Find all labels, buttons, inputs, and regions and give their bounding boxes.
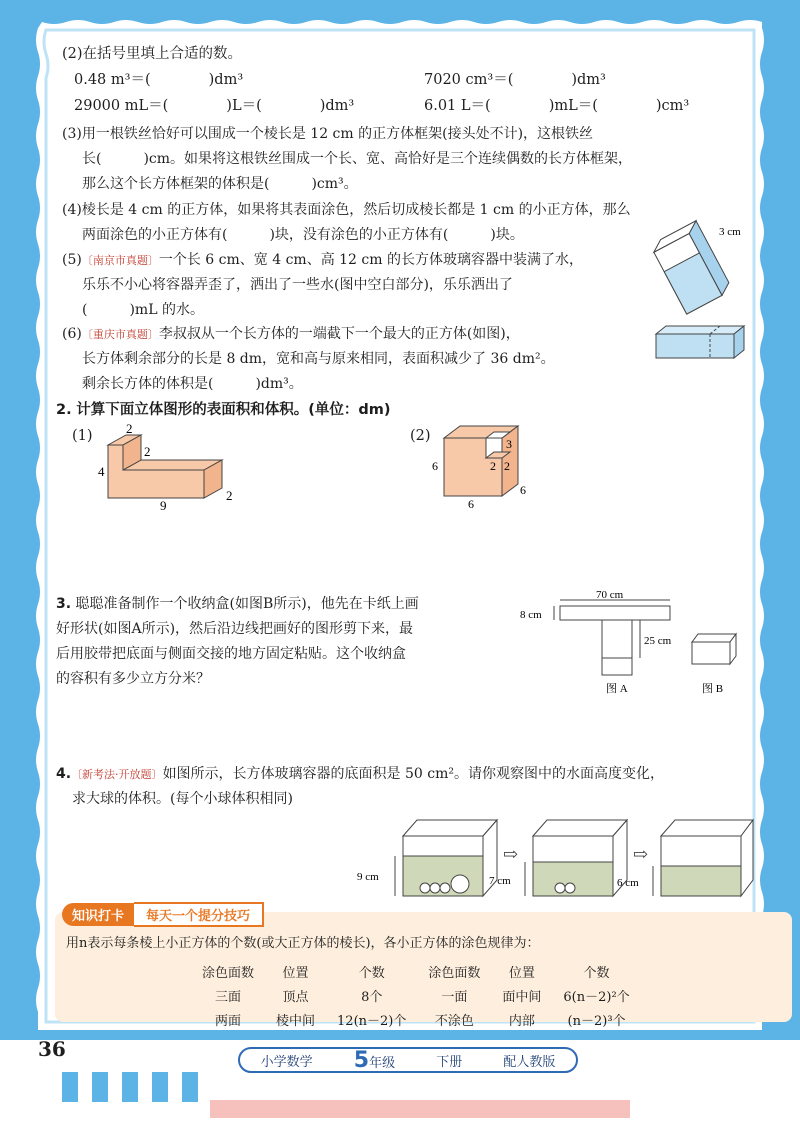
dim-depth: 2 <box>226 488 233 503</box>
unit-d: )cm³ <box>655 98 690 114</box>
q3-number: 3. <box>56 596 72 612</box>
table-cell: 顶点 <box>282 989 309 1005</box>
q1-part6-line2: 长方体剩余部分的长是 8 dm，宽和高与原来相同，表面积减少了 36 dm²。 <box>82 351 555 367</box>
q3-text1: 聪聪准备制作一个收纳盒(如图B所示)，他先在卡纸上画 <box>75 596 419 612</box>
grade-text: 年级 <box>369 1055 396 1071</box>
tip-title: 每天一个提分技巧 <box>134 902 264 927</box>
mid-d: )mL＝( <box>548 98 598 114</box>
table-header-row <box>192 960 640 982</box>
cuboid-cut-figure <box>652 322 752 362</box>
height-label: 8 cm <box>520 609 542 621</box>
table-cell: (n－2)³个 <box>567 1013 626 1029</box>
q1-part2-item-a <box>74 68 243 92</box>
fig-label-3cm: 3 cm <box>719 226 741 238</box>
q2-heading <box>56 398 390 422</box>
water-tanks-figure <box>355 810 755 900</box>
part6-text: 李叔叔从一个长方体的一端截下一个最大的正方体(如图)， <box>158 326 520 342</box>
header-cell: 位置 <box>508 965 535 981</box>
q1-part2-item-c <box>74 94 354 118</box>
table-cell: 两面 <box>215 1013 242 1029</box>
q4-text1: 如图所示，长方体玻璃容器的底面积是 50 cm²。请你观察图中的水面高度变化， <box>162 766 665 782</box>
page-number: 36 <box>38 1037 66 1061</box>
box-figure-b <box>688 628 748 698</box>
cube-notch-figure <box>430 418 540 508</box>
expr-d: 6.01 L＝( <box>424 98 491 114</box>
q3-line2: 好形状(如图A所示)，然后沿边线把画好的图形剪下来，最 <box>56 621 414 637</box>
tank2-level: 7 cm <box>489 875 511 887</box>
dim-notch-h: 3 <box>506 437 512 451</box>
q4-line1 <box>56 762 664 787</box>
expr-a: 0.48 m³＝( <box>74 72 151 88</box>
l-shape-solid-figure <box>96 420 246 515</box>
tip-header <box>62 902 264 926</box>
tip-badge: 知识打卡 <box>62 903 134 926</box>
q3-line4: 的容积有多少立方分米？ <box>56 671 210 687</box>
part5-text: 一个长 6 cm、宽 4 cm、高 12 cm 的长方体玻璃容器中装满了水， <box>158 252 583 268</box>
q2-title: 计算下面立体图形的表面积和体积。(单位：dm) <box>76 402 391 418</box>
q1-part5-line1 <box>62 248 583 273</box>
header-cell: 涂色面数 <box>202 965 255 981</box>
q1-part5-line2: 乐乐不小心将容器弄歪了，洒出了一些水(图中空白部分)，乐乐洒出了 <box>82 277 513 293</box>
arrow-right-icon: ⇨ <box>503 844 519 864</box>
q2-number: 2. <box>56 402 72 418</box>
tank3-level: 6 cm <box>617 877 639 889</box>
q2-fig1-label: (1) <box>72 428 93 444</box>
expr-c: 29000 mL＝( <box>74 98 169 114</box>
part5-source-tag: 〔南京市真题〕 <box>81 254 159 267</box>
table-cell: 6(n－2)²个 <box>563 989 630 1005</box>
unit-b: )dm³ <box>571 72 606 88</box>
part5-prefix: (5) <box>62 252 82 268</box>
q4-tag: 〔新考法·开放题〕 <box>71 768 163 781</box>
tip-intro: 用n表示每条棱上小正方体的个数(或大正方体的棱长)，各小正方体的涂色规律为： <box>66 936 540 951</box>
table-cell: 内部 <box>508 1013 535 1029</box>
q1-part5-line3: ( )mL 的水。 <box>82 302 204 318</box>
header-cell: 位置 <box>282 965 309 981</box>
unit-c: )dm³ <box>319 98 355 114</box>
q4-number: 4. <box>56 766 72 782</box>
q1-part2-item-d <box>424 94 689 118</box>
q1-part2-item-b <box>424 68 606 92</box>
unit-a: )dm³ <box>208 72 244 88</box>
grade-number: 5 <box>353 1047 370 1073</box>
q1-part3-line2: 长( )cm。如果将这根铁丝围成一个长、宽、高恰好是三个连续偶数的长方体框架， <box>82 151 633 167</box>
dim-top: 2 <box>126 421 133 436</box>
rule-table <box>190 958 642 1032</box>
header-cell: 个数 <box>358 965 385 981</box>
table-cell: 8个 <box>361 989 383 1005</box>
dim-length: 9 <box>160 498 167 513</box>
table-row <box>192 984 640 1006</box>
table-cell: 12(n－2)个 <box>337 1013 407 1029</box>
dim-step: 2 <box>144 444 151 459</box>
q1-part2-title: (2)在括号里填上合适的数。 <box>62 46 243 62</box>
dim-notch-w: 2 <box>490 459 496 473</box>
q1-part6-line3: 剩余长方体的体积是( )dm³。 <box>82 376 303 392</box>
q3-line3: 后用胶带把底面与侧面交接的地方固定粘贴。这个收纳盒 <box>56 646 406 662</box>
fig-a-label: 图 A <box>606 683 628 695</box>
q3-line1 <box>56 592 419 616</box>
subject-label: 小学数学 <box>260 1054 313 1070</box>
q1-part4-line2: 两面涂色的小正方体有( )块，没有涂色的小正方体有( )块。 <box>82 227 524 243</box>
table-cell: 面中间 <box>502 989 542 1005</box>
dim-notch-d: 2 <box>504 459 510 473</box>
table-cell: 不涂色 <box>434 1013 474 1029</box>
grade-label <box>354 1048 395 1073</box>
header-cell: 涂色面数 <box>428 965 481 981</box>
table-cell: 三面 <box>215 989 242 1005</box>
q2-fig2-label: (2) <box>410 428 431 444</box>
tilted-container-figure <box>645 215 755 315</box>
dim-height: 6 <box>432 459 438 473</box>
mid-c: )L＝( <box>226 98 262 114</box>
edition-label: 配人教版 <box>503 1054 556 1070</box>
q1-part4-line1: (4)棱长是 4 cm 的正方体，如果将其表面涂色，然后切成棱长都是 1 cm 的小正方体，那么 <box>62 202 631 218</box>
part6-source-tag: 〔重庆市真题〕 <box>81 328 159 341</box>
fig-b-label: 图 B <box>702 683 724 695</box>
arrow-right-icon: ⇨ <box>633 844 649 864</box>
depth-label: 25 cm <box>644 635 672 647</box>
expr-b: 7020 cm³＝( <box>424 72 514 88</box>
q1-part6-line1 <box>62 322 520 347</box>
term-label: 下册 <box>436 1054 463 1070</box>
dim-height: 4 <box>98 464 105 479</box>
part6-prefix: (6) <box>62 326 82 342</box>
q1-part3-line1: (3)用一根铁丝恰好可以围成一个棱长是 12 cm 的正方体框架(接头处不计)，这根铁丝 <box>62 126 594 142</box>
book-series-banner <box>238 1047 578 1073</box>
width-label: 70 cm <box>596 589 624 601</box>
header-cell: 个数 <box>583 965 610 981</box>
dim-length: 6 <box>468 497 474 508</box>
tank1-level: 9 cm <box>357 871 379 883</box>
table-cell: 棱中间 <box>276 1013 316 1029</box>
q1-part3-line3: 那么这个长方体框架的体积是( )cm³。 <box>82 176 358 192</box>
dim-width: 6 <box>520 483 526 497</box>
table-cell: 一面 <box>441 989 468 1005</box>
table-row <box>192 1008 640 1030</box>
q4-line2: 求大球的体积。(每个小球体积相同) <box>72 791 293 807</box>
